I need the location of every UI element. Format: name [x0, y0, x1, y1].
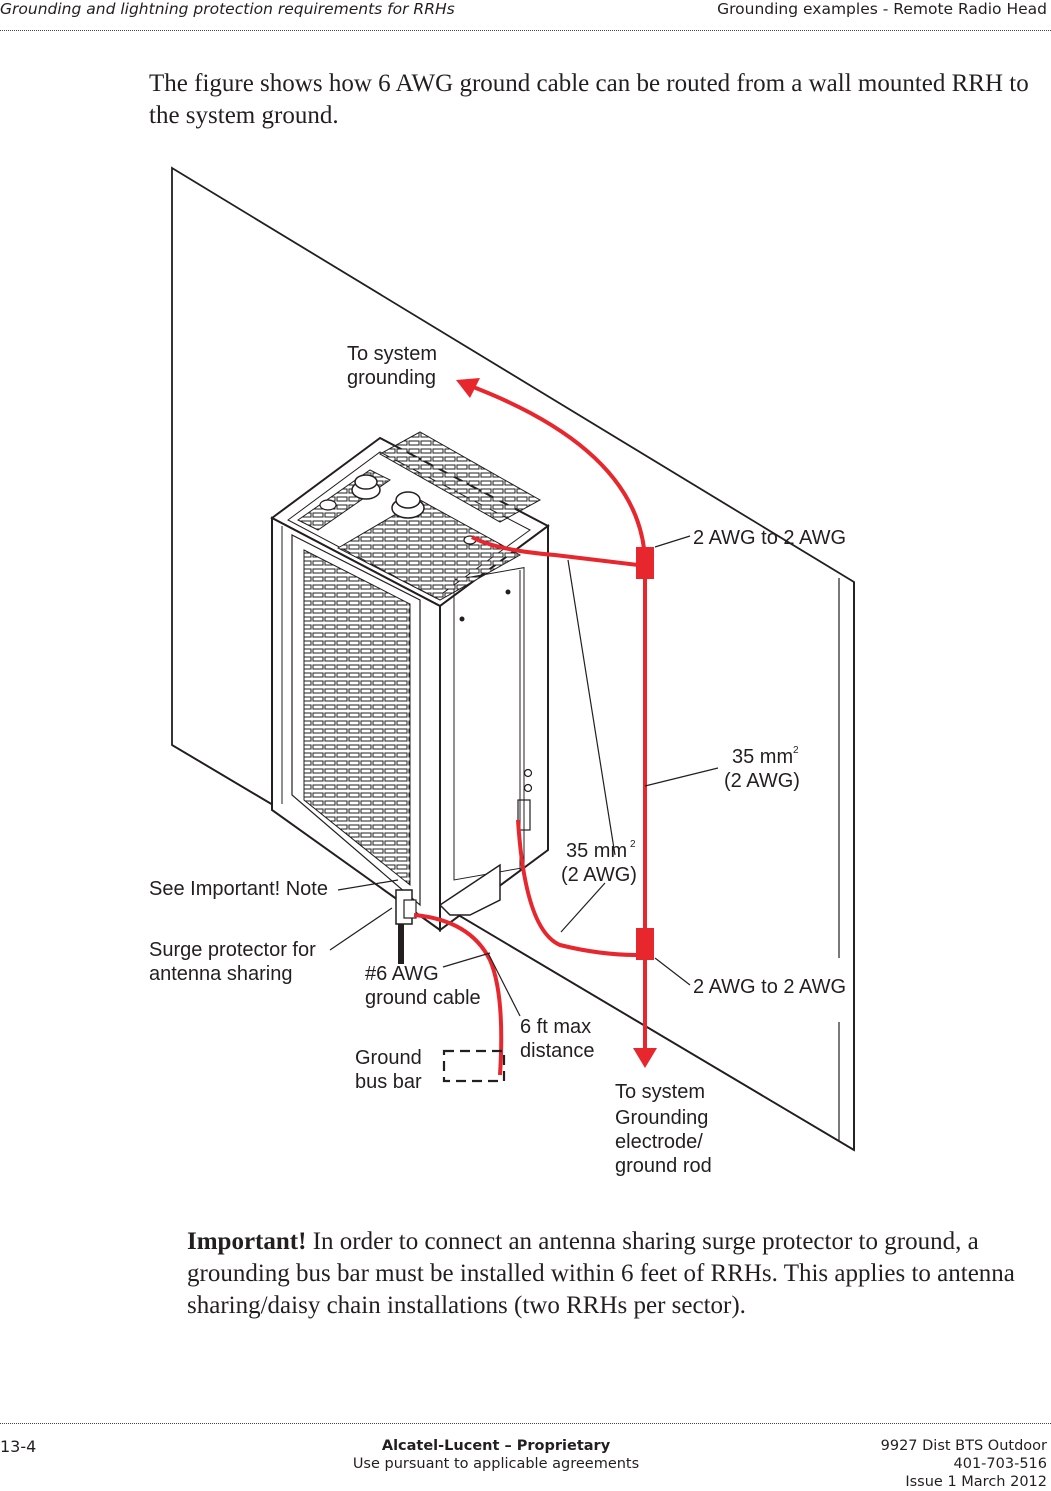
label-see-important-note: See Important! Note — [149, 878, 328, 900]
label-cable-right: 35 mm (2 AWG) — [724, 746, 800, 792]
footer-product: 9927 Dist BTS Outdoor — [880, 1438, 1047, 1454]
label-connector-top: 2 AWG to 2 AWG — [693, 527, 847, 549]
label-connector-bottom: 2 AWG to 2 AWG — [693, 976, 847, 998]
footer-proprietary — [336, 1437, 656, 1473]
connector-top — [636, 547, 654, 579]
rrh-grounding-diagram — [0, 150, 1051, 1190]
intro-paragraph: The figure shows how 6 AWG ground cable can be routed from a wall mounted RRH to the system ground. — [149, 70, 1029, 129]
footer-document-info — [881, 1437, 1047, 1491]
ground-bus-bar — [444, 1051, 504, 1081]
label-cable-mid: 35 mm (2 AWG) — [561, 840, 637, 886]
connector-bottom — [636, 928, 654, 960]
header-divider — [0, 30, 1051, 31]
important-text: In order to connect an antenna sharing surge protector to ground, a grounding bus bar must be installed within 6 feet of RRHs. This applies to antenna sharing/daisy chain installations (two RRHs per sector). — [187, 1228, 1015, 1319]
rrh-grounding-figure — [0, 150, 1051, 1190]
important-label: Important! — [187, 1228, 307, 1255]
label-max-distance: 6 ft max distance — [520, 1016, 595, 1062]
arrow-to-ground-rod — [633, 1048, 657, 1068]
label-to-system-grounding: To system grounding — [347, 343, 438, 389]
label-cable-mid-superscript: 2 — [630, 839, 636, 850]
label-ground-bus-bar: Ground bus bar — [355, 1047, 422, 1093]
footer-company: Alcatel-Lucent – Proprietary — [381, 1438, 611, 1454]
important-note — [187, 1226, 1017, 1322]
label-to-system-ground-rod: To system Grounding electrode/ ground rod — [615, 1081, 712, 1177]
footer-usage: Use pursuant to applicable agreements — [352, 1456, 640, 1472]
header-section-title: Grounding examples - Remote Radio Head — [717, 0, 1047, 18]
label-cable-right-superscript: 2 — [793, 745, 799, 756]
label-6awg-cable: #6 AWG ground cable — [365, 963, 481, 1009]
footer-doc-number: 401-703-516 — [953, 1456, 1047, 1472]
page-number: 13-4 — [0, 1437, 37, 1456]
header-chapter-title: Grounding and lightning protection requirements for RRHs — [0, 0, 455, 18]
footer-issue: Issue 1 March 2012 — [905, 1474, 1047, 1490]
label-surge-protector: Surge protector for antenna sharing — [149, 939, 316, 985]
footer-divider — [0, 1423, 1051, 1424]
